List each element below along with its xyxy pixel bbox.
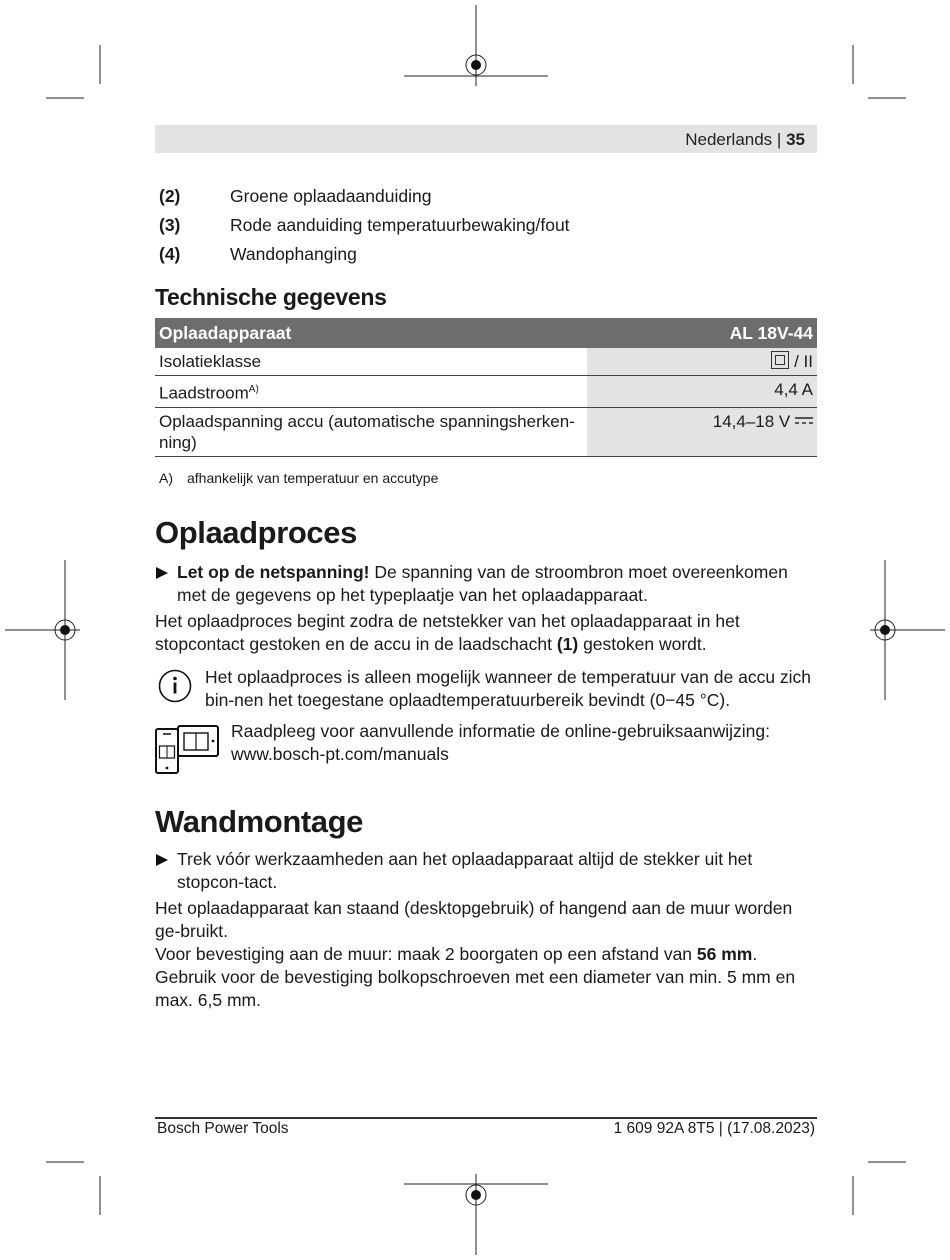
warning-bold: Let op de netspanning!: [177, 562, 370, 582]
warning-text: De spanning van de stroombron moet overeenkomen met de gegevens op het typeplaatje van het oplaadapparaat.: [177, 562, 788, 605]
footnote-key: A): [159, 470, 173, 486]
wall-bullet-text: Trek vóór werkzaamheden aan het oplaadapparaat altijd de stekker uit het stopcon-tact.: [177, 849, 753, 892]
dc-symbol-icon: [795, 417, 813, 425]
spec-value-cell: [587, 407, 817, 456]
hole-distance: 56 mm: [696, 944, 753, 964]
spec-row: [155, 348, 817, 376]
warning-bullet: [155, 561, 820, 607]
wall-text-b: . Gebruik voor de bevestiging bolkopschroeven met een diameter van min. 5 mm en max. 6,5 mm.: [155, 944, 796, 1010]
spec-value: / II: [794, 352, 813, 371]
info-icon: [157, 668, 193, 704]
wall-paragraph-1: Het oplaadapparaat kan staand (desktopgebruik) of hangend aan de muur worden ge-bruikt.: [155, 898, 793, 941]
legend-item: [159, 182, 570, 211]
footer-rule: [155, 1117, 817, 1119]
legend-text: Groene oplaadaanduiding: [230, 186, 432, 206]
charge-paragraph: [155, 610, 820, 656]
header-separator: |: [776, 130, 782, 149]
spec-col-right: AL 18V-44: [587, 318, 817, 348]
spec-row: [155, 407, 817, 456]
spec-value-cell: [587, 348, 817, 376]
manual-note: [231, 720, 821, 766]
charge-ref: (1): [556, 634, 579, 654]
legend-text: Wandophanging: [230, 244, 357, 264]
spec-table-header: [155, 318, 817, 348]
info-note: Het oplaadproces is alleen mogelijk wanneer de temperatuur van de accu zich bin-nen het toegestane oplaadtemperatuurbereik bevindt (0−45 °C).: [205, 667, 812, 710]
spec-label: Isolatieklasse: [155, 348, 587, 376]
spec-label-cell: [155, 376, 587, 408]
legend-item: [159, 240, 570, 269]
manual-url[interactable]: www.bosch-pt.com/manuals: [231, 744, 449, 764]
manual-note-text: Raadpleeg voor aanvullende informatie de online-gebruiksaanwijzing:: [231, 721, 770, 741]
legend-item: [159, 211, 570, 240]
tech-heading: Technische gegevens: [155, 284, 387, 310]
header-language: Nederlands: [685, 130, 773, 149]
wall-bullet: [155, 848, 820, 894]
spec-label: Oplaadspanning accu (automatische spanningsherken-ning): [155, 407, 587, 456]
page-header: [155, 125, 817, 153]
legend-number: (4): [159, 244, 181, 264]
footer-docnumber: 1 609 92A 8T5 | (17.08.2023): [613, 1120, 815, 1137]
page-number: 35: [786, 130, 805, 149]
footnote-ref: A): [248, 384, 259, 395]
footnote-text: afhankelijk van temperatuur en accutype: [187, 470, 439, 486]
manual-device-icon: [153, 722, 223, 776]
wall-text-a: Voor bevestiging aan de muur: maak 2 boorgaten op een afstand van: [155, 944, 697, 964]
wall-heading: Wandmontage: [155, 804, 363, 839]
charge-text-a: Het oplaadproces begint zodra de netstekker van het oplaadapparaat in het stopcontact gestoken en de accu in de laadschacht: [155, 611, 740, 654]
bullet-triangle-icon: [155, 561, 169, 584]
spec-value: 4,4 A: [587, 376, 817, 408]
legend-number: (3): [159, 215, 181, 235]
spec-row: [155, 376, 817, 408]
spec-table: [155, 318, 817, 457]
charge-text-b: gestoken wordt.: [578, 634, 707, 654]
wall-paragraph-2: [155, 943, 820, 1012]
header-text: [685, 130, 805, 150]
protection-class-icon: [771, 351, 789, 369]
legend-text: Rode aanduiding temperatuurbewaking/fout: [230, 215, 570, 235]
table-footnote: [159, 470, 438, 486]
charge-heading: Oplaadproces: [155, 515, 357, 550]
bullet-triangle-icon: [155, 848, 169, 871]
spec-col-left: Oplaadapparaat: [155, 318, 587, 348]
spec-label: Laadstroom: [159, 383, 249, 403]
spec-value: 14,4–18 V: [712, 411, 791, 431]
legend-number: (2): [159, 186, 181, 206]
footer-brand: Bosch Power Tools: [157, 1120, 289, 1137]
component-legend: [159, 182, 570, 269]
